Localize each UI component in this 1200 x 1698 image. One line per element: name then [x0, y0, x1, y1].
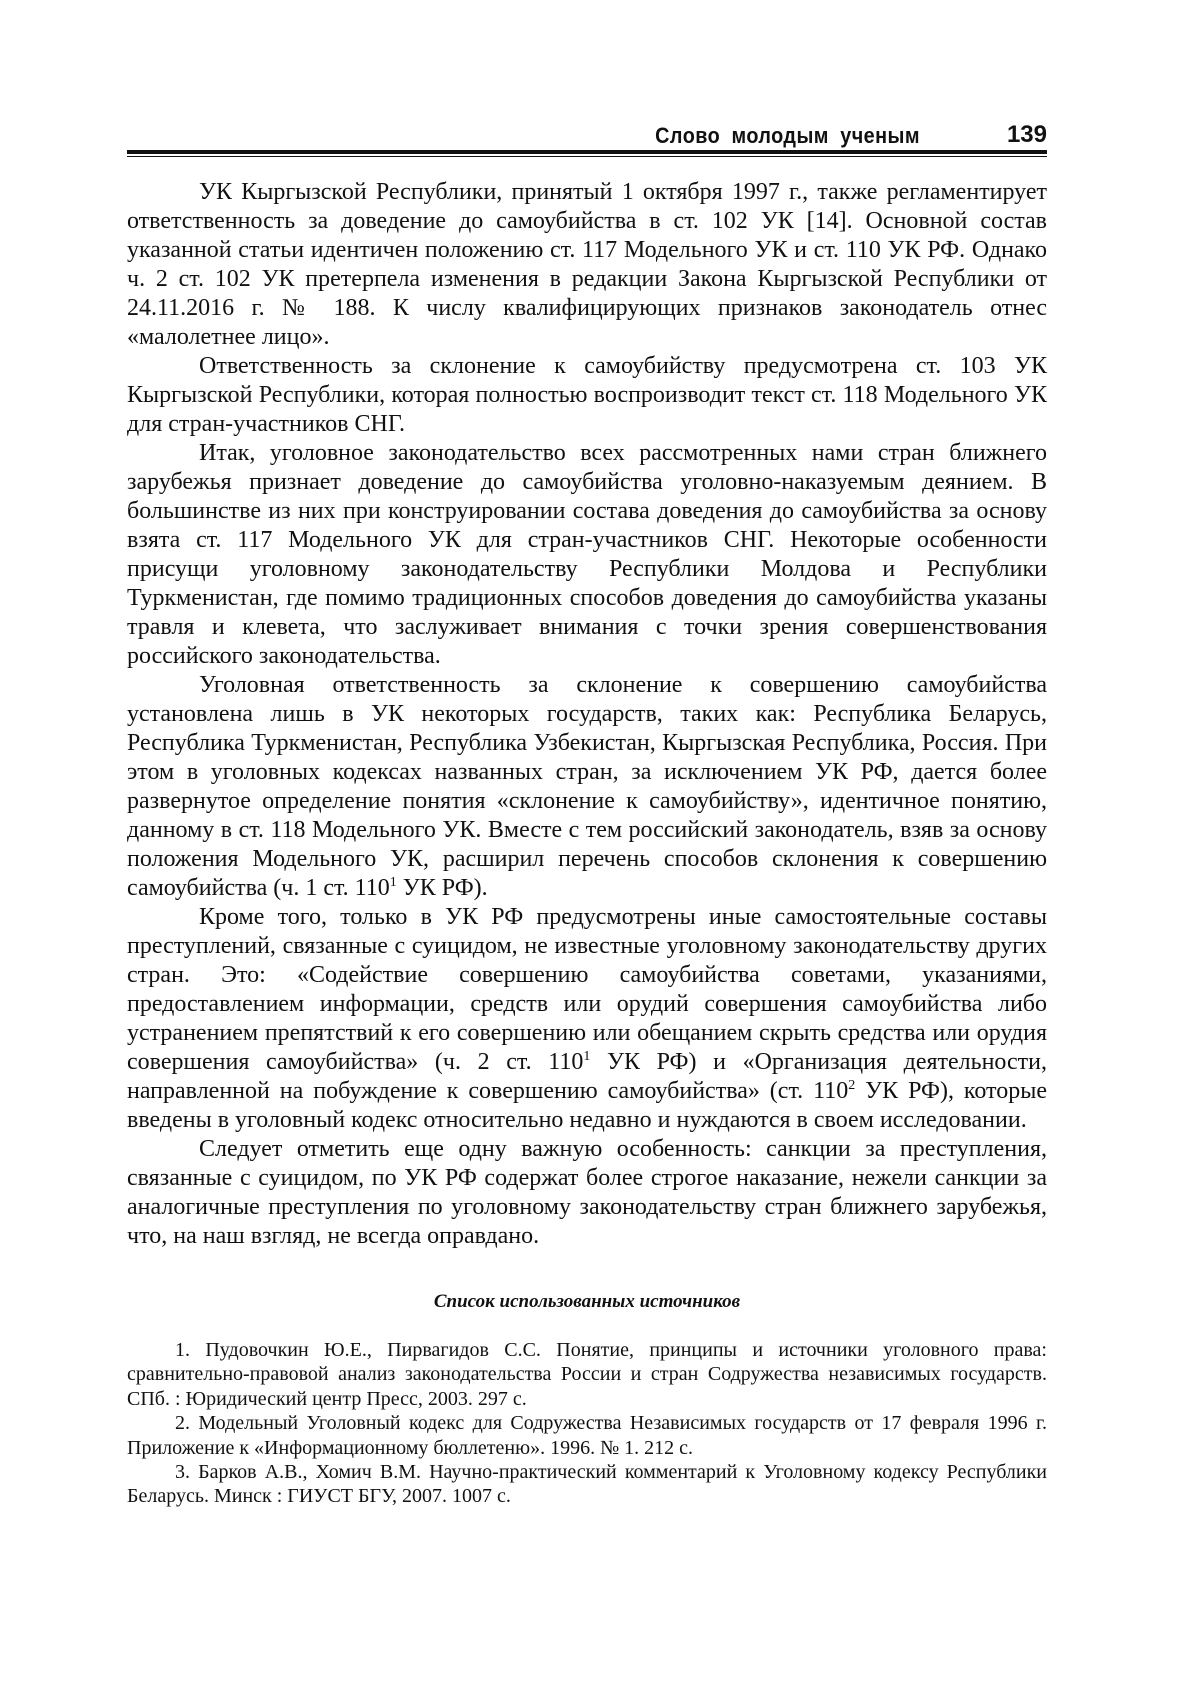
paragraph-6: Следует отметить еще одну важную особенность: санкции за преступления, связанные с суицидом, по УК РФ содержат более строгое наказание, нежели санкции за аналогичные преступления по уголовному законодательству стран ближнего зарубежья, что, на наш взгляд, не всегда оправдано.	[127, 1136, 1047, 1249]
header-rule-thick	[127, 150, 1047, 154]
paragraph-5-part-c: УК РФ), которые введены в уголовный кодекс относительно недавно и нуждаются в своем исследовании.	[127, 1078, 1048, 1133]
references-title: Список использованных источников	[433, 1291, 741, 1312]
reference-item: 1. Пудовочкин Ю.Е., Пирвагидов С.С. Понятие, принципы и источники уголовного права: сравнительно-правовой анализ законодательства России и стран Содружества независимых государств. СПб. : Юридический центр Пресс, 2003. 297 с.	[127, 1339, 1047, 1410]
superscript: 2	[848, 1078, 856, 1093]
reference-item: 2. Модельный Уголовный кодекс для Содружества Независимых государств от 17 февраля 1996 г. Приложение к «Информационному бюллетеню». 1996. № 1. 212 с.	[127, 1412, 1047, 1459]
paragraph-5	[127, 903, 1047, 1135]
reference-item: 3. Барков А.В., Хомич В.М. Научно-практический комментарий к Уголовному кодексу Республики Беларусь. Минск : ГИУСТ БГУ, 2007. 1007 с.	[127, 1461, 1047, 1508]
paragraph-4-part-b: УК РФ).	[396, 875, 488, 901]
paragraph-2: Ответственность за склонение к самоубийству предусмотрена ст. 103 УК Кыргызской Республики, которая полностью воспроизводит текст ст. 118 Модельного УК для стран-участников СНГ.	[127, 353, 1047, 437]
superscript: 1	[389, 875, 397, 890]
paragraph-4	[127, 671, 1047, 903]
article-body	[127, 178, 1047, 1251]
paragraph-5-part-a: Кроме того, только в УК РФ предусмотрены иные самостоятельные составы преступлений, связанные с суицидом, не известные уголовному законодательству других стран. Это: «Содействие совершению самоубийства советами, указаниями, предоставлением информации, средств или орудий совершения самоубийства либо устранением препятствий к его совершению или обещанием скрыть средства или орудия совершения самоубийства» (ч. 2 ст. 110	[127, 904, 1047, 1075]
paragraph-5-part-b: УК РФ) и «Организация деятельности, направленной на побуждение к совершению самоубийства» (ст. 110	[127, 1049, 1047, 1104]
paragraph-4-part-a: Уголовная ответственность за склонение к совершению самоубийства установлена лишь в УК некоторых государств, таких как: Республика Беларусь, Республика Туркменистан, Республика Узбекистан, Кыргызская Республика, Россия. При этом в уголовных кодексах названных стран, за исключением УК РФ, дается более развернутое определение понятия «склонение к самоубийству», идентичное понятию, данному в ст. 118 Модельного УК. Вместе с тем российский законодатель, взяв за основу положения Модельного УК, расширил перечень способов склонения к совершению самоубийства (ч. 1 ст. 110	[127, 672, 1047, 901]
paragraph-3: Итак, уголовное законодательство всех рассмотренных нами стран ближнего зарубежья признает доведение до самоубийства уголовно-наказуемым деянием. В большинстве из них при конструировании состава доведения до самоубийства за основу взята ст. 117 Модельного УК для стран-участников СНГ. Некоторые особенности присущи уголовному законодательству Республики Молдова и Республики Туркменистан, где помимо традиционных способов доведения до самоубийства указаны травля и клевета, что заслуживает внимания с точки зрения совершенствования российского законодательства.	[127, 440, 1047, 669]
paragraph-1: УК Кыргызской Республики, принятый 1 октября 1997 г., также регламентирует ответственность за доведение до самоубийства в ст. 102 УК [14]. Основной состав указанной статьи идентичен положению ст. 117 Модельного УК и ст. 110 УК РФ. Однако ч. 2 ст. 102 УК претерпела изменения в редакции Закона Кыргызской Республики от 24.11.2016 г. № 188. К числу квалифицирующих признаков законодатель отнес «малолетнее лицо».	[127, 179, 1047, 350]
running-title: Слово молодым ученым	[655, 123, 920, 148]
page-number: 139	[1006, 121, 1047, 148]
header-rule-thin	[127, 156, 1047, 157]
references-list	[127, 1338, 1047, 1509]
superscript: 1	[583, 1049, 591, 1064]
running-head	[127, 121, 1047, 157]
